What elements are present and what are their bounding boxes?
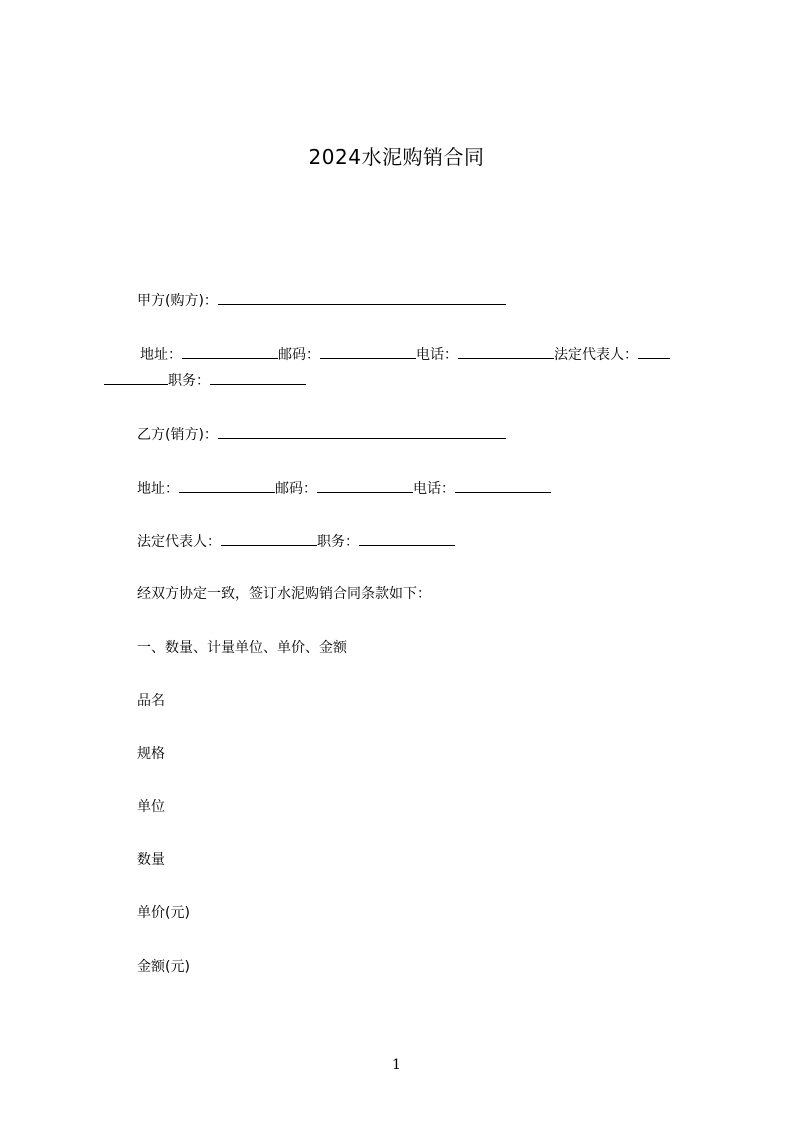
item-unit-price: 单价(元) [137, 905, 190, 921]
party-b-phone-blank[interactable] [455, 478, 551, 493]
party-a-blank[interactable] [218, 290, 506, 305]
party-a-position-line [104, 370, 306, 391]
party-a-postcode-label: 邮码： [278, 347, 320, 363]
item-specification: 规格 [137, 746, 165, 762]
party-a-position-blank[interactable] [210, 370, 306, 385]
party-a-address-blank[interactable] [182, 344, 278, 359]
party-a-legal-rep-blank-cont[interactable] [104, 370, 168, 385]
party-a-address-label: 地址： [140, 347, 182, 363]
agreement-intro: 经双方协定一致，签订水泥购销合同条款如下： [137, 586, 431, 602]
party-b-rep-line [137, 531, 455, 552]
party-a-postcode-blank[interactable] [320, 344, 416, 359]
party-b-address-blank[interactable] [179, 478, 275, 493]
party-a-phone-label: 电话： [416, 347, 458, 363]
party-b-legal-rep-label: 法定代表人： [137, 534, 221, 550]
party-a-position-label: 职务： [168, 373, 210, 389]
party-b-blank[interactable] [218, 424, 506, 439]
party-a-legal-rep-blank[interactable] [638, 344, 670, 359]
item-amount: 金额(元) [137, 959, 190, 975]
page-number: 1 [392, 1057, 401, 1073]
party-b-legal-rep-blank[interactable] [221, 531, 317, 546]
item-quantity: 数量 [137, 852, 165, 868]
party-b-address-label: 地址： [137, 481, 179, 497]
section-1-heading: 一、数量、计量单位、单价、金额 [137, 640, 347, 656]
item-unit: 单位 [137, 799, 165, 815]
party-b-postcode-label: 邮码： [275, 481, 317, 497]
party-a-line [137, 290, 506, 311]
party-b-line [137, 424, 506, 445]
party-a-label: 甲方(购方)： [137, 293, 218, 309]
item-product-name: 品名 [137, 693, 165, 709]
party-b-postcode-blank[interactable] [317, 478, 413, 493]
party-b-label: 乙方(销方)： [137, 427, 218, 443]
party-b-contact-line [137, 478, 551, 499]
party-a-phone-blank[interactable] [458, 344, 554, 359]
party-b-position-blank[interactable] [359, 531, 455, 546]
document-title: 2024水泥购销合同 [308, 145, 485, 169]
party-a-legal-rep-label: 法定代表人： [554, 347, 638, 363]
party-a-contact-line [140, 344, 670, 365]
party-b-position-label: 职务： [317, 534, 359, 550]
party-b-phone-label: 电话： [413, 481, 455, 497]
